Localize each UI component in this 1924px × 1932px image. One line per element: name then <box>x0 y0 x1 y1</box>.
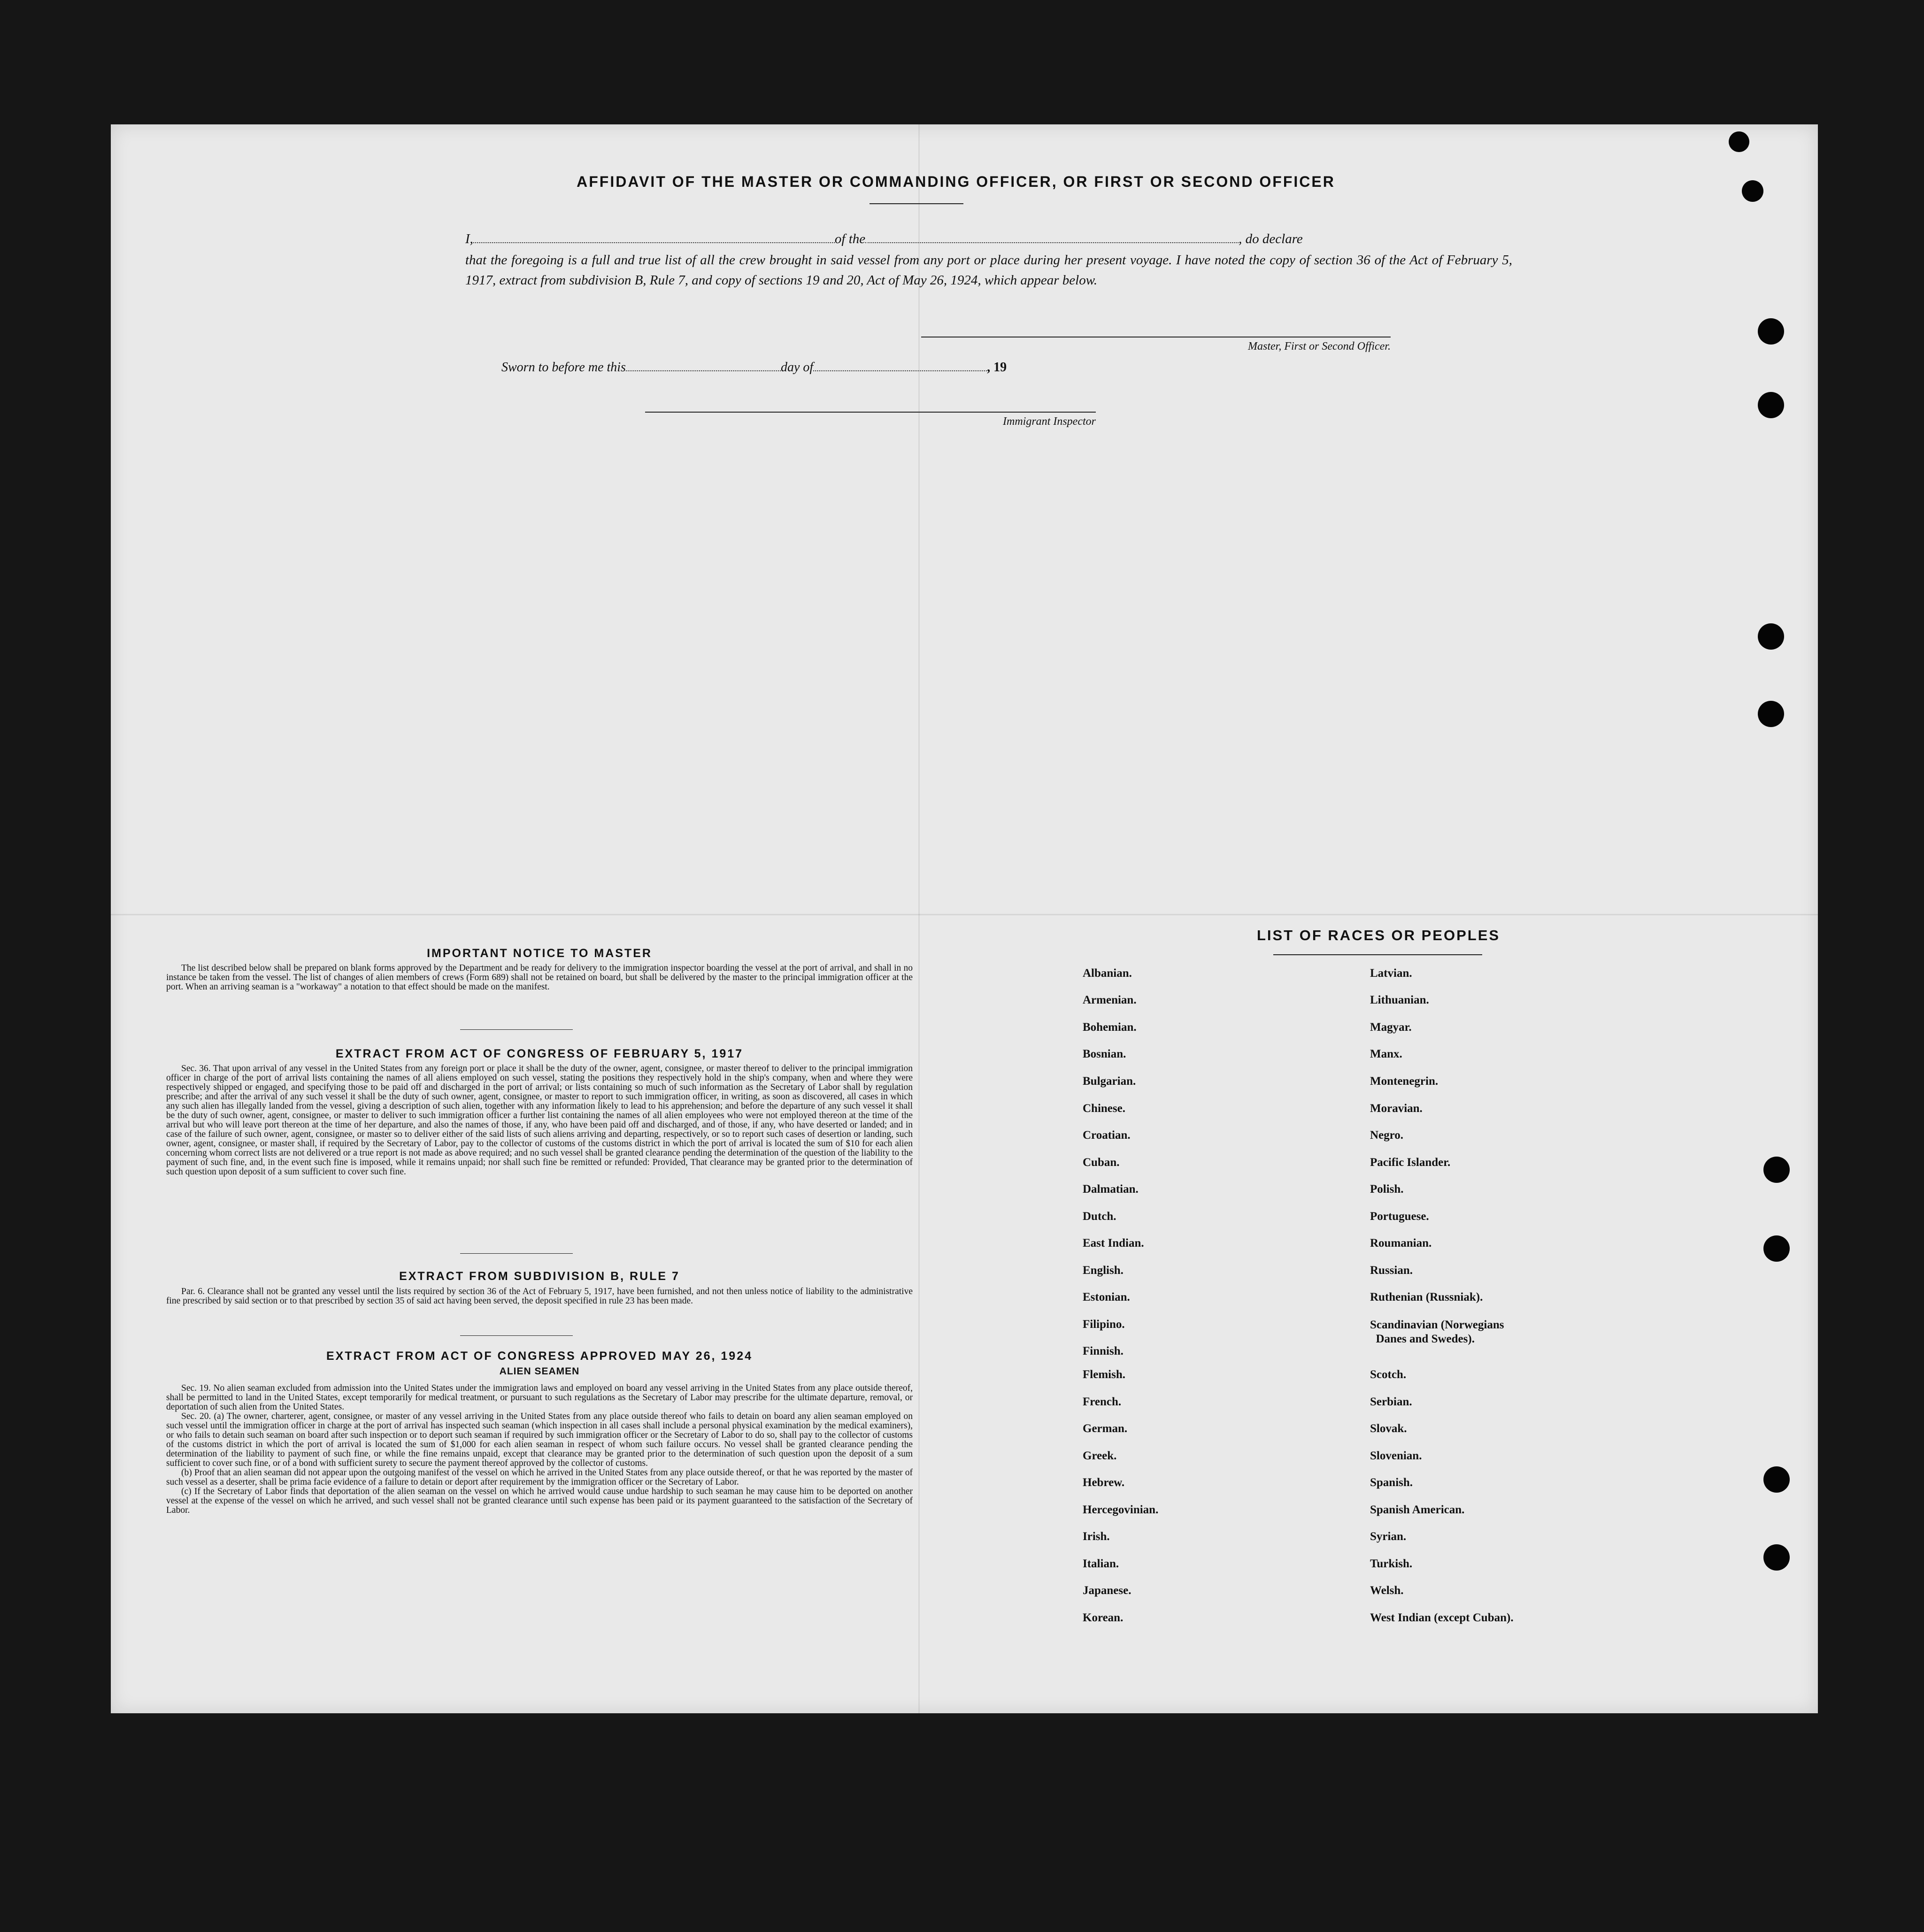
race-item: Negro. <box>1370 1129 1404 1142</box>
race-item: Dutch. <box>1083 1210 1116 1223</box>
affidavit-title: AFFIDAVIT OF THE MASTER OR COMMANDING OFFICER, OR FIRST OR SECOND OFFICER <box>577 173 1335 190</box>
race-item: Pacific Islander. <box>1370 1156 1451 1169</box>
race-item: Latvian. <box>1370 967 1412 980</box>
race-item: Russian. <box>1370 1264 1413 1277</box>
race-item: Serbian. <box>1370 1395 1412 1408</box>
sworn-line <box>501 358 1065 375</box>
declaration-line <box>465 230 1512 250</box>
race-item: English. <box>1083 1264 1124 1277</box>
master-signature-label: Master, First or Second Officer. <box>1248 340 1391 353</box>
notice-rule <box>460 1029 573 1030</box>
vessel-field[interactable] <box>865 230 1239 243</box>
race-item: Scotch. <box>1370 1368 1407 1381</box>
race-item: Lithuanian. <box>1370 994 1429 1006</box>
punch-hole <box>1758 392 1784 418</box>
punch-hole <box>1758 318 1784 345</box>
race-item: Chinese. <box>1083 1102 1125 1115</box>
race-item: Montenegrin. <box>1370 1075 1439 1088</box>
race-item: Manx. <box>1370 1048 1402 1060</box>
race-item: Bosnian. <box>1083 1048 1126 1060</box>
extract-1924-paragraph: (c) If the Secretary of Labor finds that deportation of the alien seaman on the vessel on which he arrived would cause undue hardship to such seaman he may cause him to be deported on another vessel at the expense of the vessel on which he arrived, and such vessel shall not be granted clearance until such expense has been paid or its payment guaranteed to the satisfaction of the Secretary of Labor. <box>166 1487 913 1515</box>
extract-rule7-body <box>166 1287 913 1306</box>
race-item: Estonian. <box>1083 1291 1130 1303</box>
race-item: Roumanian. <box>1370 1237 1432 1250</box>
race-item: Albanian. <box>1083 967 1132 980</box>
extract-rule7-rule <box>460 1335 573 1336</box>
extract-1924-paragraph: Sec. 20. (a) The owner, charterer, agent, consignee, or master of any vessel arriving in the United States from any place outside thereof who fails to detain on board any alien seaman employed on such vessel until the immigration officer in charge at the port of arrival has inspected such seaman (which inspection in all cases shall include a personal physical examination by the medical examiners), or who fails to detain such seaman on board after such inspection or to deport such seaman if required by such immigration officer or the Secretary of Labor to do so, shall pay to the collector of customs of the customs district in which the port of arrival is located the sum of $1,000 for each alien seaman in respect of whom such failure occurs. No vessel shall be granted clearance pending the determination of the liability to payment of such fine, or while the fine remains unpaid, except that clearance may be granted prior to the determination of such question upon the deposit of a sum sufficient to cover such fine, or of a bond with sufficient surety to secure the payment thereof approved by the collector of customs. <box>166 1411 913 1468</box>
race-item: German. <box>1083 1422 1128 1435</box>
race-item: Slovenian. <box>1370 1449 1422 1462</box>
race-item: Scandinavian (Norwegians Danes and Swedes). <box>1370 1319 1504 1345</box>
race-item: Moravian. <box>1370 1102 1423 1115</box>
sworn-day-of: day of <box>780 360 814 375</box>
race-item: Irish. <box>1083 1530 1110 1543</box>
race-item: Flemish. <box>1083 1368 1125 1381</box>
notice-body <box>166 964 913 992</box>
extract-1917-title: EXTRACT FROM ACT OF CONGRESS OF FEBRUARY 5, 1917 <box>335 1047 744 1060</box>
extract-rule7-title: EXTRACT FROM SUBDIVISION B, RULE 7 <box>399 1270 680 1283</box>
race-item: Welsh. <box>1370 1584 1404 1597</box>
race-item: Hercegovinian. <box>1083 1503 1159 1516</box>
race-item: Spanish. <box>1370 1476 1413 1489</box>
punch-hole <box>1758 623 1784 650</box>
punch-hole <box>1763 1157 1790 1183</box>
race-item: Greek. <box>1083 1449 1117 1462</box>
race-item: East Indian. <box>1083 1237 1144 1250</box>
sworn-day-field[interactable] <box>626 358 781 371</box>
extract-rule7-paragraph: Par. 6. Clearance shall not be granted any vessel until the lists required by section 36 of the Act of February 5, 1917, have been furnished, and not then unless notice of liability to the administrative fine prescribed by said section or to that prescribed by section 35 of said act having been served, the deposit specified in rule 23 has been made. <box>166 1287 913 1306</box>
races-title-rule <box>1273 954 1482 955</box>
race-item: Cuban. <box>1083 1156 1120 1169</box>
declaration-of-the: of the <box>834 231 866 246</box>
extract-1917-paragraph: Sec. 36. That upon arrival of any vessel in the United States from any foreign port or place it shall be the duty of the owner, agent, consignee, or master thereof to deliver to the principal immigration officer in charge of the port of arrival lists containing the names of all aliens employed on such vessel, stating the positions they respectively hold in the ship's company, when and where they were respectively shipped or engaged, and specifying those to be paid off and discharged in the port of arrival; or lists containing so much of such information as the Secretary of Labor shall by regulation prescribe; and after the arrival of any such vessel it shall be the duty of such owner, agent, consignee, or master to report to such immigration officer, in writing, as soon as discovered, all cases in which any such alien has illegally landed from the vessel, giving a description of such alien, together with any information likely to lead to his apprehension; and before the departure of any such vessel it shall be the duty of such owner, agent, consignee, or master to deliver to such immigration officer a further list containing the names of all alien employees who were not employed thereon at the time of the arrival but who will leave port thereon at the time of her departure, and also the names of those, if any, who have been paid off and discharged, and of those, if any, who have deserted or landed; and in case of the failure of such owner, agent, consignee, or master so to deliver either of the said lists of such aliens arriving and departing, respectively, or so to report such cases of desertion or landing, such owner, agent, consignee, or master shall, if required by the Secretary of Labor, pay to the collector of customs of the customs district in which the port of arrival is located the sum of $10 for each alien concerning whom correct lists are not delivered or a true report is not made as above required; and no such vessel shall be granted clearance pending the determination of the question of the liability to the payment of such fine, and, in the event such fine is imposed, while it remains unpaid; nor shall such fine be remitted or refunded: Provided, That clearance may be granted prior to the determination of such question upon deposit of a sum sufficient to cover such fine. <box>166 1064 913 1177</box>
race-item: Armenian. <box>1083 994 1137 1006</box>
race-item: West Indian (except Cuban). <box>1370 1611 1514 1624</box>
race-item: Hebrew. <box>1083 1476 1125 1489</box>
extract-1924-subtitle: ALIEN SEAMEN <box>499 1366 580 1377</box>
race-item: Dalmatian. <box>1083 1183 1139 1196</box>
race-item: Bulgarian. <box>1083 1075 1136 1088</box>
punch-hole <box>1763 1544 1790 1571</box>
extract-1924-paragraph: (b) Proof that an alien seaman did not appear upon the outgoing manifest of the vessel on which he arrived in the United States from any place outside thereof, or that he was reported by the master of such vessel as a deserter, shall be prima facie evidence of a failure to detain or deport after requirement by the immigration officer or the Secretary of Labor. <box>166 1468 913 1487</box>
race-item: French. <box>1083 1395 1122 1408</box>
fold-line-horizontal <box>111 914 1818 915</box>
race-item: Croatian. <box>1083 1129 1131 1142</box>
race-item: Syrian. <box>1370 1530 1407 1543</box>
extract-1924-paragraph: Sec. 19. No alien seaman excluded from admission into the United States under the immigration laws and employed on board any vessel arriving in the United States from any place outside thereof, shall be permitted to land in the United States, except temporarily for medical treatment, or pursuant to such regulations as the Secretary of Labor may prescribe for the ultimate departure, removal, or deportation of such alien from the United States. <box>166 1383 913 1412</box>
declaration-body: that the foregoing is a full and true list of all the crew brought in said vessel from any port or place during her present voyage. I have noted the copy of section 36 of the Act of February 5, 1917, extract from subdivision B, Rule 7, and copy of sections 19 and 20, Act of May 26, 1924, which appear below. <box>465 253 1512 288</box>
race-item: Magyar. <box>1370 1021 1412 1034</box>
race-item: Korean. <box>1083 1611 1124 1624</box>
race-item: Spanish American. <box>1370 1503 1465 1516</box>
sworn-year: , 19 <box>987 360 1007 375</box>
notice-paragraph: The list described below shall be prepared on blank forms approved by the Department and be ready for delivery to the immigration inspector boarding the vessel at the port of arrival, and shall in no instance be taken from the vessel. The list of changes of alien members of crews (Form 689) shall not be retained on board, but shall be delivered by the master to the principal immigration officer at the port. When an arriving seaman is a "workaway" a notation to that effect should be made on the manifest. <box>166 963 913 992</box>
punch-hole <box>1758 701 1784 727</box>
race-item: Slovak. <box>1370 1422 1407 1435</box>
race-item: Finnish. <box>1083 1345 1124 1357</box>
sworn-prefix: Sworn to before me this <box>501 360 626 375</box>
extract-1917-body <box>166 1064 913 1177</box>
race-item: Polish. <box>1370 1183 1404 1196</box>
punch-hole <box>1763 1235 1790 1262</box>
races-title: LIST OF RACES OR PEOPLES <box>1256 927 1501 943</box>
declaration-i: I, <box>465 231 473 246</box>
notice-title: IMPORTANT NOTICE TO MASTER <box>427 947 652 960</box>
declaration-do-declare: , do declare <box>1239 231 1303 246</box>
sworn-month-field[interactable] <box>813 358 987 371</box>
race-item: Japanese. <box>1083 1584 1131 1597</box>
inspector-signature-line[interactable] <box>645 412 1096 413</box>
race-item: Italian. <box>1083 1557 1119 1570</box>
punch-hole <box>1742 180 1763 202</box>
extract-1924-title: EXTRACT FROM ACT OF CONGRESS APPROVED MAY 26, 1924 <box>326 1349 753 1363</box>
inspector-signature-label: Immigrant Inspector <box>1003 415 1096 428</box>
extract-1924-body <box>166 1384 913 1515</box>
punch-hole <box>1729 131 1749 152</box>
race-item: Portuguese. <box>1370 1210 1429 1223</box>
race-item: Filipino. <box>1083 1318 1125 1331</box>
extract-1917-rule <box>460 1253 573 1254</box>
punch-hole <box>1763 1466 1790 1493</box>
race-item: Bohemian. <box>1083 1021 1137 1034</box>
form-page <box>111 124 1818 1713</box>
race-item: Ruthenian (Russniak). <box>1370 1291 1483 1303</box>
title-rule <box>870 203 963 204</box>
name-field[interactable] <box>473 230 835 243</box>
race-item: Turkish. <box>1370 1557 1413 1570</box>
